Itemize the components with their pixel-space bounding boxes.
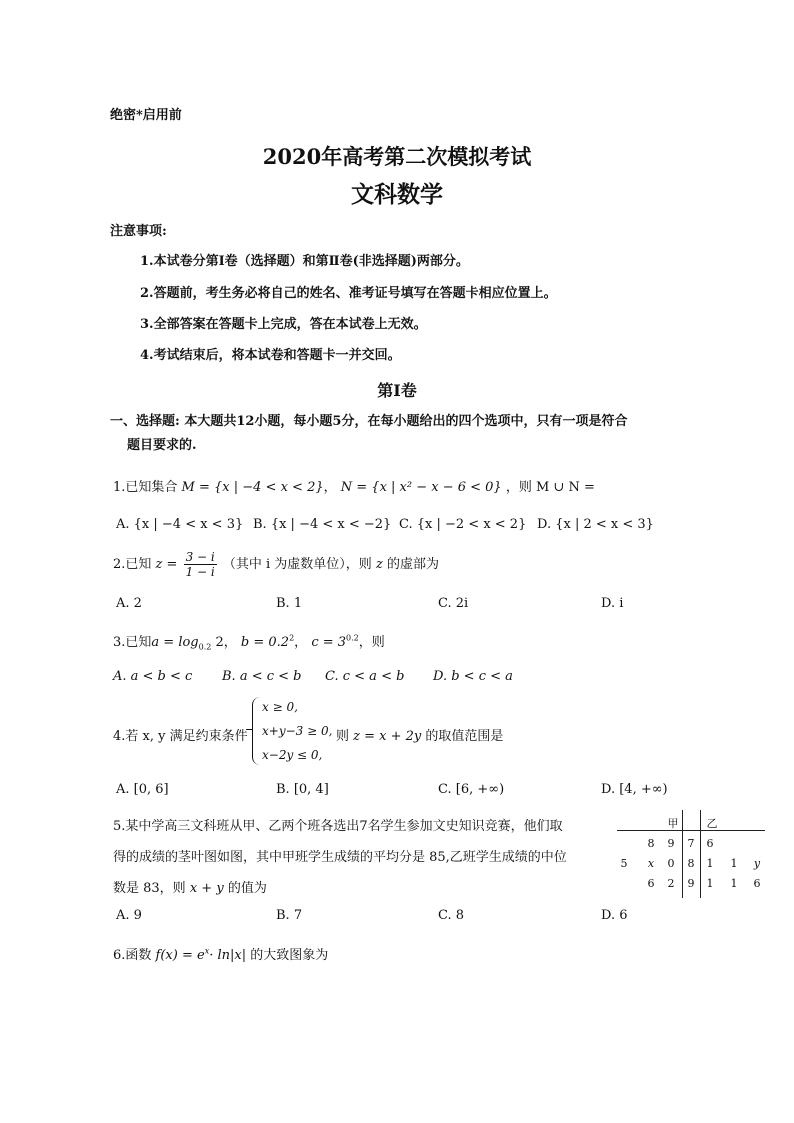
question-4-prefix: 4.若 x, y 满足约束条件: [113, 729, 248, 744]
stemleaf-leaf: 1: [730, 857, 738, 870]
stemleaf-leaf: 1: [706, 857, 714, 870]
q4-option-a: A. [0, 6]: [116, 782, 169, 797]
q2-prefix: 2.已知: [113, 557, 152, 572]
stemleaf-leaf: x: [647, 857, 655, 870]
q3-a-base: 0.2: [198, 642, 212, 652]
part-instruction-cont: 题目要求的.: [127, 438, 197, 453]
q4-expr: z = x + 2y: [353, 729, 422, 744]
stemleaf-leaf: 9: [667, 837, 675, 850]
question-3: [113, 631, 385, 652]
stemleaf-divider-left: [682, 810, 683, 898]
constraint-3: x−2y ≤ 0,: [262, 748, 323, 762]
q3-a-tail: 2，: [211, 635, 237, 650]
q5-option-c: C. 8: [438, 908, 465, 923]
q2-denominator: 1 − i: [185, 565, 215, 579]
q2-option-a: A. 2: [116, 596, 142, 611]
constraint-brace: [252, 697, 261, 765]
q6-prefix: 6.函数: [113, 948, 152, 963]
q3-suffix: ，则: [358, 635, 385, 650]
notice-item: 4.考试结束后，将本试卷和答题卡一并交回。: [140, 348, 401, 363]
q1-prefix: 1.已知集合: [113, 480, 178, 495]
q1-option-b: B. {x | −4 < x < −2}: [253, 517, 392, 532]
q5-option-a: A. 9: [116, 908, 142, 923]
q1-option-c: C. {x | −2 < x < 2}: [399, 517, 527, 532]
stemleaf-stem: 8: [687, 857, 695, 870]
q1-set-n: N = {x | x² − x − 6 < 0}: [340, 480, 502, 495]
constraint-brace-tip: [246, 729, 252, 730]
q2-suffix: 的虚部为: [386, 557, 439, 572]
stemleaf-divider-right: [700, 810, 701, 898]
stemleaf-header-line: [617, 830, 765, 831]
stemleaf-leaf: 6: [753, 877, 761, 890]
q2-option-c: C. 2i: [438, 596, 469, 611]
q3-option-c: C. c < a < b: [325, 669, 405, 684]
notice-item: 2.答题前，考生务必将自己的姓名、准考证号填写在答题卡相应位置上。: [140, 286, 557, 301]
stemleaf-stem: 7: [687, 837, 695, 850]
stemleaf-stem: 9: [687, 877, 695, 890]
q3-b-exp: 2: [289, 633, 295, 643]
stemleaf-leaf: 8: [647, 837, 655, 850]
section-title: 第Ⅰ卷: [377, 381, 417, 400]
q5-option-b: B. 7: [276, 908, 303, 923]
stemleaf-leaf: 5: [620, 857, 628, 870]
q5-line3-prefix: 数是 83，则: [113, 881, 186, 896]
notice-item: 1.本试卷分第Ⅰ卷（选择题）和第Ⅱ卷(非选择题)两部分。: [140, 254, 469, 269]
q2-z: z =: [155, 557, 178, 572]
question-2: [113, 550, 439, 579]
q2-middle: （其中 i 为虚数单位），则: [222, 557, 372, 572]
stemleaf-leaf: 6: [647, 877, 655, 890]
stemleaf-leaf: y: [753, 857, 761, 870]
q1-suffix: ，则 M ∪ N =: [505, 480, 595, 495]
q4-then: 则: [336, 729, 350, 744]
q1-option-d: D. {x | 2 < x < 3}: [537, 517, 654, 532]
question-1: 1.已知集合 M = {x | −4 < x < 2}， N = {x | x² − x − 6 < 0} ，则 M ∪ N =: [113, 480, 595, 495]
q2-option-b: B. 1: [276, 596, 303, 611]
q2-zvar: z: [375, 557, 383, 572]
stemleaf-head-left: 甲: [667, 817, 679, 830]
exam-title: 2020年高考第二次模拟考试: [262, 144, 532, 169]
q5-line3-suffix: 的值为: [227, 881, 267, 896]
q4-option-c: C. [6, +∞): [438, 782, 505, 797]
q6-suffix: 的大致图象为: [250, 948, 329, 963]
q6-exp: x: [204, 946, 210, 956]
confidential-mark: 绝密*启用前: [110, 108, 182, 123]
q3-c-exp: 0.2: [346, 633, 359, 643]
stemleaf-leaf: 6: [706, 837, 714, 850]
stemleaf-head-right: 乙: [706, 817, 718, 830]
question-5-line1: 5.某中学高三文科班从甲、乙两个班各选出7名学生参加文史知识竞赛，他们取: [113, 819, 563, 834]
q2-fraction: [184, 550, 217, 579]
stemleaf-leaf: 1: [730, 877, 738, 890]
q3-prefix: 3.已知: [113, 635, 152, 650]
q3-a: a = log: [151, 635, 199, 650]
q3-option-a: A. a < b < c: [113, 669, 193, 684]
q5-option-d: D. 6: [601, 908, 628, 923]
q4-option-b: B. [0, 4]: [276, 782, 329, 797]
stemleaf-leaf: 2: [667, 877, 675, 890]
question-5-line2: 得的成绩的茎叶图如图，其中甲班学生成绩的平均分是 85,乙班学生成绩的中位: [113, 850, 567, 865]
q3-option-b: B. a < c < b: [222, 669, 302, 684]
q3-b-tail: ，: [294, 635, 308, 650]
notice-heading: 注意事项:: [110, 224, 167, 239]
q2-numerator: 3 − i: [185, 550, 215, 564]
notice-item: 3.全部答案在答题卡上完成，答在本试卷上无效。: [140, 317, 427, 332]
q4-suffix: 的取值范围是: [425, 729, 504, 744]
stemleaf-leaf: 1: [706, 877, 714, 890]
q1-set-m: M = {x | −4 < x < 2}: [181, 480, 324, 495]
exam-subtitle: 文科数学: [351, 181, 443, 208]
q3-option-d: D. b < c < a: [433, 669, 513, 684]
part-instruction: 一、选择题: 本大题共12小题，每小题5分，在每小题给出的四个选项中，只有一项是符合: [110, 414, 628, 429]
q3-b: b = 0.2: [240, 635, 290, 650]
q3-c: c = 3: [311, 635, 347, 650]
question-5-line3: [113, 877, 267, 896]
q4-option-d: D. [4, +∞): [601, 782, 668, 797]
stemleaf-leaf: 0: [667, 857, 675, 870]
constraint-2: x+y−3 ≥ 0,: [262, 724, 333, 738]
q2-option-d: D. i: [601, 596, 624, 611]
question-6: [113, 944, 328, 963]
constraint-1: x ≥ 0,: [262, 700, 298, 714]
q6-expr: f(x) = e: [155, 948, 205, 963]
q1-option-a: A. {x | −4 < x < 3}: [116, 517, 244, 532]
q6-tail: · ln|x|: [209, 948, 247, 963]
question-4-tail: [336, 725, 503, 744]
q5-expr: x + y: [189, 881, 224, 896]
